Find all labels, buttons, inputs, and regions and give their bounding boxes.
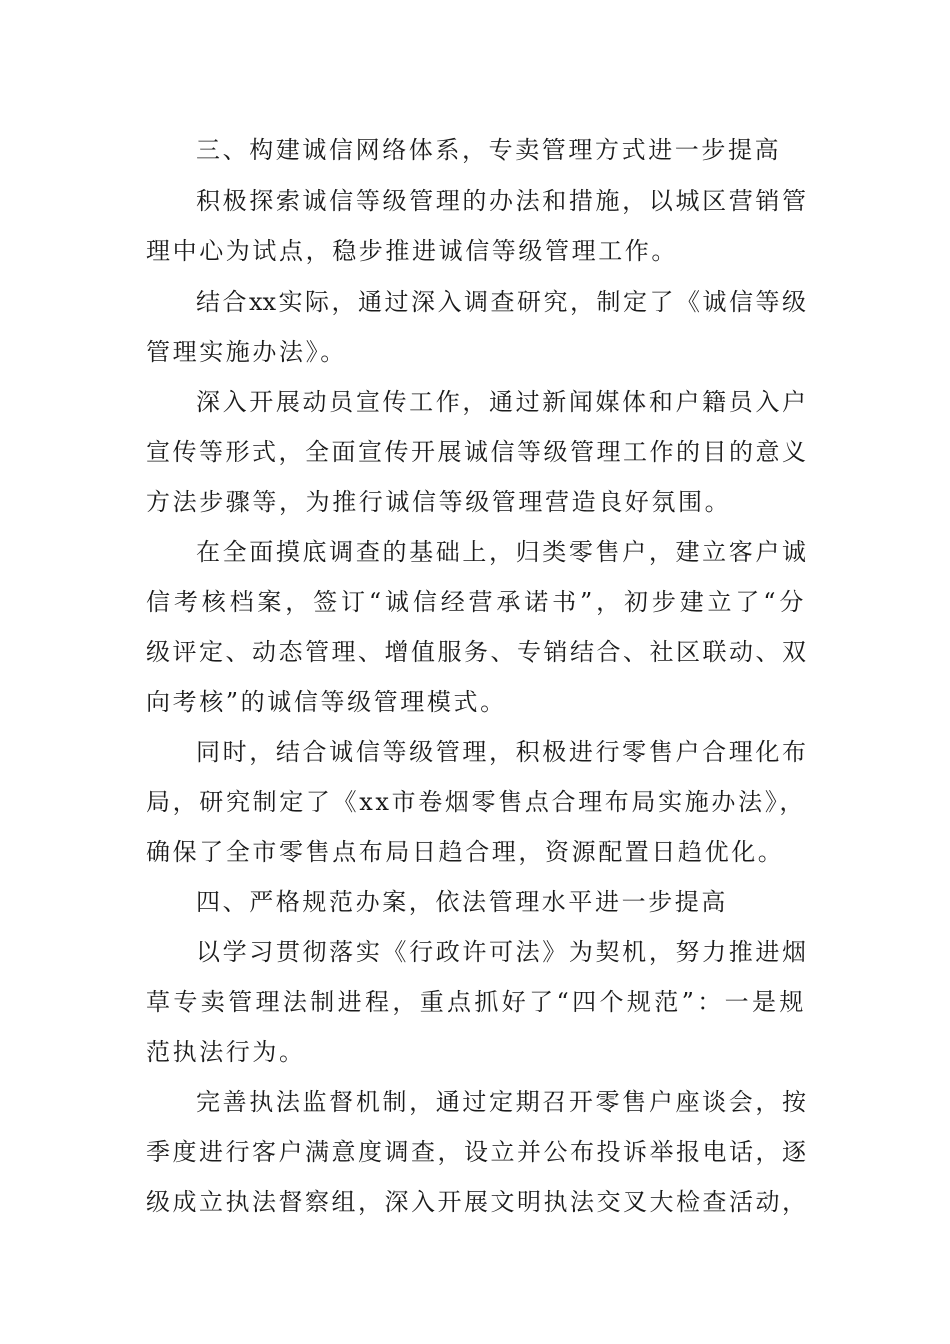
paragraph-line: 季度进行客户满意度调查，设立并公布投诉举报电话，逐 xyxy=(146,1138,806,1166)
paragraph-line: 在全面摸底调查的基础上，归类零售户，建立客户诚 xyxy=(196,538,806,566)
paragraph-line: 管理实施办法》。 xyxy=(146,338,347,366)
paragraph-line: 方法步骤等，为推行诚信等级管理营造良好氛围。 xyxy=(146,488,732,516)
paragraph-line: 深入开展动员宣传工作，通过新闻媒体和户籍员入户 xyxy=(196,388,806,416)
paragraph-line: 以学习贯彻落实《行政许可法》为契机，努力推进烟 xyxy=(196,938,806,966)
paragraph-line: 积极探索诚信等级管理的办法和措施，以城区营销管 xyxy=(196,187,806,215)
paragraph-line: 级成立执法督察组，深入开展文明执法交叉大检查活动， xyxy=(146,1188,806,1216)
section-heading-three: 三、构建诚信网络体系，专卖管理方式进一步提高 xyxy=(196,136,782,164)
paragraph-line: 范执法行为。 xyxy=(146,1038,306,1066)
paragraph-line: 宣传等形式，全面宣传开展诚信等级管理工作的目的意义 xyxy=(146,438,806,466)
paragraph-line: 级评定、动态管理、增值服务、专销结合、社区联动、双 xyxy=(146,638,806,666)
paragraph-line: 信考核档案，签订“诚信经营承诺书”，初步建立了“分 xyxy=(146,588,806,616)
paragraph-line: 理中心为试点，稳步推进诚信等级管理工作。 xyxy=(146,237,678,265)
paragraph-line: 局，研究制定了《xx市卷烟零售点合理布局实施办法》， xyxy=(146,788,806,816)
paragraph-line: 草专卖管理法制进程，重点抓好了“四个规范”：一是规 xyxy=(146,988,806,1016)
paragraph-line: 结合xx实际，通过深入调查研究，制定了《诚信等级 xyxy=(196,288,806,316)
paragraph-line: 确保了全市零售点布局日趋合理，资源配置日趋优化。 xyxy=(146,838,785,866)
paragraph-line: 向考核”的诚信等级管理模式。 xyxy=(146,688,507,716)
paragraph-line: 完善执法监督机制，通过定期召开零售户座谈会，按 xyxy=(196,1088,806,1116)
section-heading-four: 四、严格规范办案，依法管理水平进一步提高 xyxy=(196,888,728,916)
paragraph-line: 同时，结合诚信等级管理，积极进行零售户合理化布 xyxy=(196,738,806,766)
